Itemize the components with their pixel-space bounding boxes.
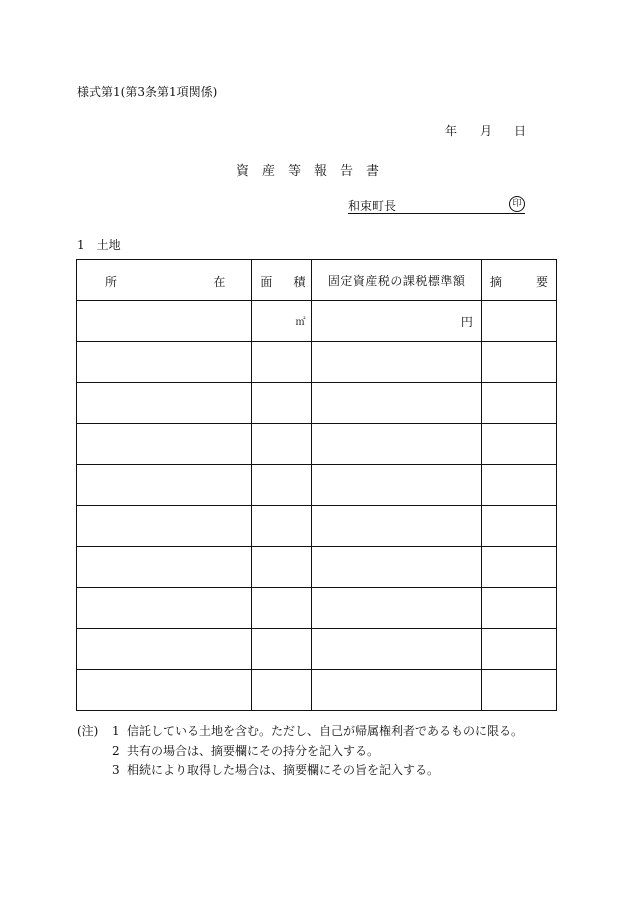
area-cell[interactable] bbox=[252, 588, 312, 629]
area-unit: ㎡ bbox=[295, 317, 306, 328]
tax-base-cell[interactable] bbox=[312, 547, 481, 588]
header-location bbox=[77, 260, 252, 301]
summary-cell[interactable] bbox=[481, 670, 556, 711]
tax-base-cell[interactable] bbox=[312, 588, 481, 629]
header-summary bbox=[481, 260, 556, 301]
location-cell[interactable] bbox=[77, 547, 252, 588]
date-year-label: 年 bbox=[445, 124, 458, 138]
note-item bbox=[77, 722, 523, 742]
table-row bbox=[77, 670, 557, 711]
table-row bbox=[77, 424, 557, 465]
table-row bbox=[77, 383, 557, 424]
note-item bbox=[77, 761, 523, 781]
summary-cell[interactable] bbox=[481, 506, 556, 547]
area-cell[interactable] bbox=[252, 342, 312, 383]
header-location-left: 所 bbox=[105, 275, 118, 289]
summary-cell[interactable] bbox=[481, 547, 556, 588]
title-char: 等 bbox=[288, 164, 302, 179]
location-cell[interactable] bbox=[77, 424, 252, 465]
area-cell[interactable] bbox=[252, 629, 312, 670]
area-cell[interactable] bbox=[252, 383, 312, 424]
tax-unit: 円 bbox=[460, 315, 473, 329]
header-location-right: 在 bbox=[213, 275, 226, 289]
summary-cell[interactable] bbox=[481, 588, 556, 629]
summary-cell[interactable] bbox=[481, 383, 556, 424]
header-area-left: 面 bbox=[260, 275, 273, 289]
table-row bbox=[77, 547, 557, 588]
section-heading: 1 土地 bbox=[77, 238, 121, 252]
header-tax-base: 固定資産税の課税標準額 bbox=[312, 260, 481, 301]
summary-cell[interactable] bbox=[481, 424, 556, 465]
tax-base-cell[interactable] bbox=[312, 670, 481, 711]
header-summary-right: 要 bbox=[535, 275, 548, 289]
header-summary-left: 摘 bbox=[489, 275, 502, 289]
tax-base-cell[interactable] bbox=[312, 629, 481, 670]
note-number: 2 bbox=[112, 743, 120, 758]
note-number: 3 bbox=[112, 763, 120, 777]
location-cell[interactable] bbox=[77, 342, 252, 383]
summary-cell[interactable] bbox=[481, 301, 556, 342]
note-number: 1 bbox=[112, 724, 120, 738]
title-char: 報 bbox=[314, 164, 328, 179]
land-table bbox=[76, 259, 557, 711]
note-text: 共有の場合は、摘要欄にその持分を記入する。 bbox=[127, 743, 380, 758]
area-cell[interactable] bbox=[252, 506, 312, 547]
summary-cell[interactable] bbox=[481, 342, 556, 383]
location-cell[interactable] bbox=[77, 629, 252, 670]
date-day-label: 日 bbox=[514, 124, 527, 138]
location-cell[interactable] bbox=[77, 383, 252, 424]
seal-mark: 印 bbox=[509, 196, 525, 212]
table-row bbox=[77, 465, 557, 506]
area-cell[interactable] bbox=[252, 465, 312, 506]
tax-base-cell[interactable] bbox=[312, 465, 481, 506]
area-cell[interactable] bbox=[252, 670, 312, 711]
header-area bbox=[252, 260, 312, 301]
location-cell[interactable] bbox=[77, 465, 252, 506]
notes-prefix: (注) bbox=[77, 724, 99, 738]
table-row bbox=[77, 301, 557, 342]
note-text: 相続により取得した場合は、摘要欄にその旨を記入する。 bbox=[127, 763, 440, 777]
title-char: 告 bbox=[340, 164, 354, 179]
tax-base-cell[interactable] bbox=[312, 506, 481, 547]
area-cell[interactable] bbox=[252, 301, 312, 342]
title-char: 産 bbox=[262, 164, 276, 179]
area-cell[interactable] bbox=[252, 424, 312, 465]
summary-cell[interactable] bbox=[481, 629, 556, 670]
header-area-right: 積 bbox=[293, 275, 306, 289]
table-header-row bbox=[77, 260, 557, 301]
location-cell[interactable] bbox=[77, 588, 252, 629]
area-cell[interactable] bbox=[252, 547, 312, 588]
location-cell[interactable] bbox=[77, 670, 252, 711]
tax-base-cell[interactable] bbox=[312, 301, 481, 342]
notes bbox=[77, 722, 523, 781]
document-title bbox=[236, 160, 392, 179]
table-row bbox=[77, 629, 557, 670]
summary-cell[interactable] bbox=[481, 465, 556, 506]
title-char: 資 bbox=[236, 164, 250, 179]
table-row bbox=[77, 506, 557, 547]
form-number: 様式第1(第3条第1項関係) bbox=[77, 85, 218, 99]
table-row bbox=[77, 342, 557, 383]
table-row bbox=[77, 588, 557, 629]
note-item bbox=[77, 742, 523, 762]
tax-base-cell[interactable] bbox=[312, 424, 481, 465]
location-cell[interactable] bbox=[77, 301, 252, 342]
tax-base-cell[interactable] bbox=[312, 383, 481, 424]
location-cell[interactable] bbox=[77, 506, 252, 547]
title-char: 書 bbox=[366, 164, 380, 179]
addressee-line bbox=[348, 197, 525, 214]
addressee-name: 和束町長 bbox=[348, 199, 397, 213]
tax-base-cell[interactable] bbox=[312, 342, 481, 383]
date-month-label: 月 bbox=[480, 124, 493, 138]
note-text: 信託している土地を含む。ただし、自己が帰属権利者であるものに限る。 bbox=[127, 724, 524, 738]
